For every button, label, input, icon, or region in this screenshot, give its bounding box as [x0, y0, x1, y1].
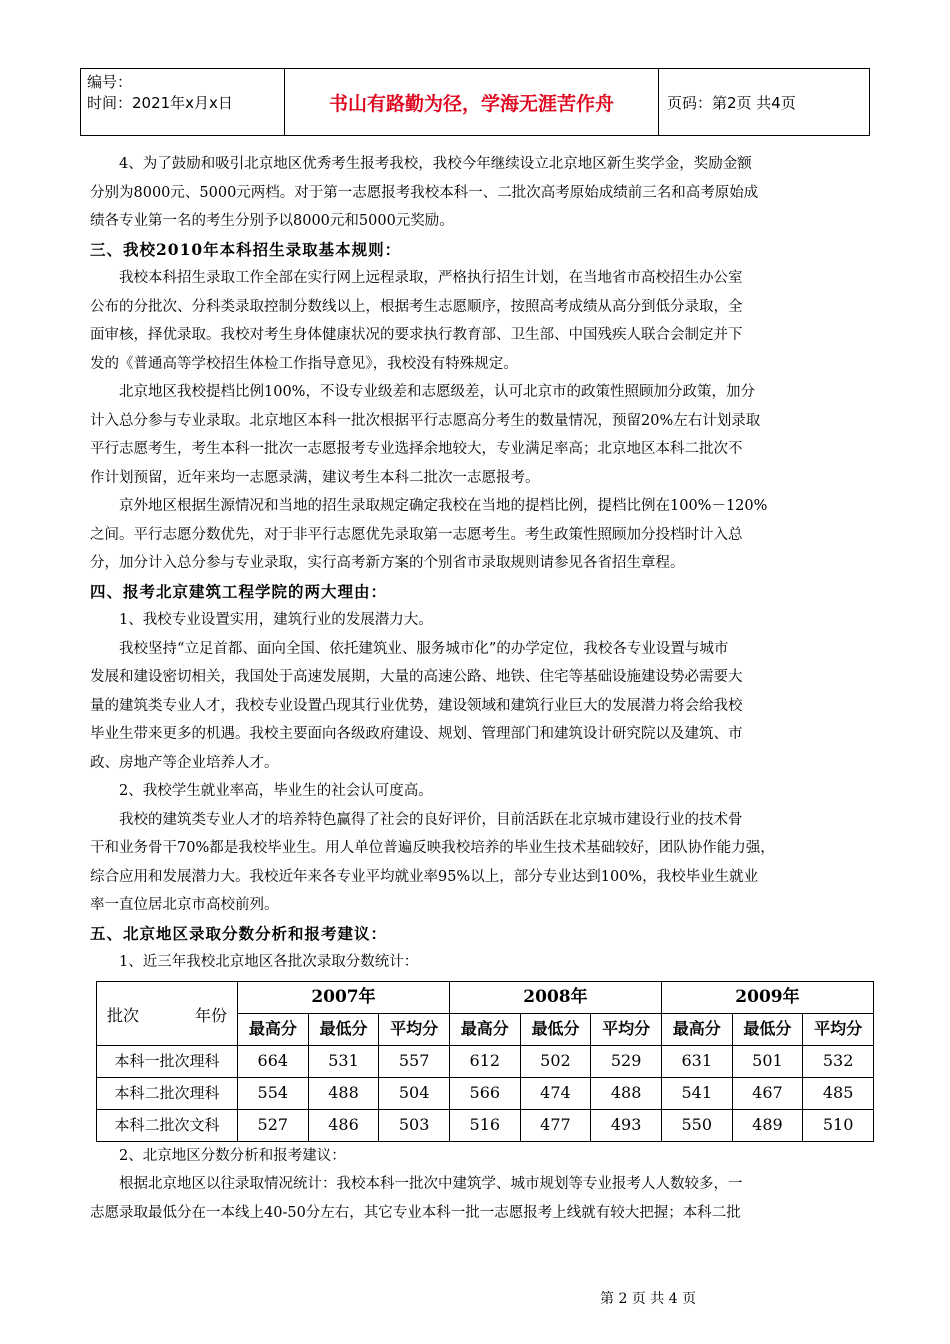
table-cell: 485: [803, 1077, 874, 1109]
section-5-item-1: 1、近三年我校北京地区各批次录取分数统计：: [119, 954, 419, 970]
table-cell: 531: [308, 1045, 379, 1077]
row-label: 本科一批次理科: [97, 1045, 238, 1077]
section-4-item-1: 1、我校专业设置实用，建筑行业的发展潜力大。: [119, 612, 433, 628]
table-cell: 488: [308, 1077, 379, 1109]
table-cell: 501: [732, 1045, 803, 1077]
table-cell: 566: [449, 1077, 520, 1109]
table-row: [97, 1045, 874, 1077]
table-cell: 467: [732, 1077, 803, 1109]
text-line: 公布的分批次、分科类录取控制分数线以上，根据考生志愿顺序，按照高考成绩从高分到低分录取，全: [90, 298, 743, 315]
sub-header: 最低分: [732, 1013, 803, 1045]
table-cell: 527: [238, 1109, 309, 1141]
page-footer: 第 2 页 共 4 页: [600, 1291, 697, 1307]
table-row: [97, 1077, 874, 1109]
text-line: 京外地区根据生源情况和当地的招生录取规定确定我校在当地的提档比例，提档比例在100%－120%: [119, 498, 768, 514]
header-meta: [81, 69, 285, 135]
text-line: 平行志愿考生，考生本科一批次一志愿报考专业选择余地较大，专业满足率高；北京地区本科二批次不: [90, 441, 743, 457]
section-4-paragraph-2: [90, 806, 870, 920]
text-line: 作计划预留，近年来均一志愿录满，建议考生本科二批次一志愿报考。: [90, 469, 540, 486]
text-line: 毕业生带来更多的机遇。我校主要面向各级政府建设、规划、管理部门和建筑设计研究院以及建筑、市: [90, 726, 743, 742]
table-cell: 486: [308, 1109, 379, 1141]
text-line: 干和业务骨干70%都是我校毕业生。用人单位普遍反映我校培养的毕业生技术基础较好，团队协作能力强，: [90, 840, 775, 856]
document-time-label: 时间：2021年x月x日: [87, 94, 233, 112]
corner-label-year: 年份: [194, 1005, 227, 1025]
table-cell: 516: [449, 1109, 520, 1141]
text-line: 绩各专业第一名的考生分别予以8000元和5000元奖励。: [90, 213, 454, 229]
table-cell: 477: [520, 1109, 591, 1141]
text-line: 根据北京地区以往录取情况统计：我校本科一批次中建筑学、城市规划等专业报考人人数较多，一: [119, 1176, 743, 1192]
text-line: 率一直位居北京市高校前列。: [90, 897, 279, 913]
text-line: 发展和建设密切相关，我国处于高速发展期，大量的高速公路、地铁、住宅等基础设施建设势必需要大: [90, 669, 743, 685]
year-header: 2008年: [449, 981, 661, 1013]
table-cell: 488: [591, 1077, 662, 1109]
table-cell: 504: [379, 1077, 450, 1109]
table-cell: 502: [520, 1045, 591, 1077]
text-line: 我校坚持“立足首都、面向全国、依托建筑业、服务城市化”的办学定位，我校各专业设置与城市: [119, 640, 729, 657]
year-header: 2007年: [238, 981, 450, 1013]
text-line: 志愿录取最低分在一本线上40-50分左右，其它专业本科一批一志愿报考上线就有较大把握；本科二批: [90, 1204, 741, 1221]
page-body: [90, 150, 870, 1227]
section-heading-4: 四、报考北京建筑工程学院的两大理由：: [90, 581, 388, 601]
table-cell: 612: [449, 1045, 520, 1077]
header-slogan: 书山有路勤为径，学海无涯苦作舟: [285, 69, 659, 135]
table-cell: 557: [379, 1045, 450, 1077]
section-5-item-2: 2、北京地区分数分析和报考建议：: [119, 1147, 346, 1164]
corner-label-batch: 批次: [107, 1005, 140, 1025]
text-line: 分别为8000元、5000元两档。对于第一志愿报考我校本科一、二批次高考原始成绩前三名和高考原始成: [90, 184, 759, 201]
table-corner-cell: [97, 981, 238, 1045]
text-line: 量的建筑类专业人才，我校专业设置凸现其行业优势，建设领域和建筑行业巨大的发展潜力将会给我校: [90, 697, 743, 714]
sub-header: 平均分: [803, 1013, 874, 1045]
sub-header: 平均分: [379, 1013, 450, 1045]
table-cell: 664: [238, 1045, 309, 1077]
text-line: 分，加分计入总分参与专业录取，实行高考新方案的个别省市录取规则请参见各省招生章程。: [90, 555, 685, 571]
text-line: 4、为了鼓励和吸引北京地区优秀考生报考我校，我校今年继续设立北京地区新生奖学金，奖励金额: [119, 156, 752, 172]
section-heading-5: 五、北京地区录取分数分析和报考建议：: [90, 923, 388, 943]
row-label: 本科二批次理科: [97, 1077, 238, 1109]
row-label: 本科二批次文科: [97, 1109, 238, 1141]
table-cell: 631: [661, 1045, 732, 1077]
table-cell: 493: [591, 1109, 662, 1141]
year-header: 2009年: [661, 981, 873, 1013]
section-5-paragraph-1: [90, 1170, 870, 1227]
table-cell: 550: [661, 1109, 732, 1141]
table-cell: 510: [803, 1109, 874, 1141]
text-line: 我校本科招生录取工作全部在实行网上远程录取，严格执行招生计划，在当地省市高校招生办公室: [119, 270, 743, 286]
sub-header: 最低分: [520, 1013, 591, 1045]
text-line: 之间。平行志愿分数优先，对于非平行志愿优先录取第一志愿考生。考生政策性照顾加分投档时计入总: [90, 526, 743, 543]
table-cell: 503: [379, 1109, 450, 1141]
paragraph-scholarship-cont: [90, 179, 870, 236]
table-cell: 532: [803, 1045, 874, 1077]
text-line: 面审核，择优录取。我校对考生身体健康状况的要求执行教育部、卫生部、中国残疾人联合会制定并下: [90, 327, 743, 343]
table-row: [97, 1109, 874, 1141]
section-4-item-2: 2、我校学生就业率高，毕业生的社会认可度高。: [119, 783, 433, 799]
sub-header: 最高分: [661, 1013, 732, 1045]
section-3-paragraph-1: [90, 264, 870, 378]
table-cell: 474: [520, 1077, 591, 1109]
section-4-paragraph-1: [90, 635, 870, 778]
text-line: 北京地区我校提档比例100%，不设专业级差和志愿级差，认可北京市的政策性照顾加分政策，加分: [119, 384, 755, 400]
section-3-paragraph-2: [90, 378, 870, 492]
text-line: 发的《普通高等学校招生体检工作指导意见》，我校没有特殊规定。: [90, 355, 518, 372]
document-number-label: 编号：: [87, 73, 133, 91]
table-cell: 529: [591, 1045, 662, 1077]
sub-header: 最高分: [449, 1013, 520, 1045]
text-line: 我校的建筑类专业人才的培养特色赢得了社会的良好评价，目前活跃在北京城市建设行业的技术骨: [119, 811, 743, 828]
sub-header: 最低分: [308, 1013, 379, 1045]
header-page-info: 页码：第2页 共4页: [667, 93, 796, 112]
table-cell: 541: [661, 1077, 732, 1109]
text-line: 计入总分参与专业录取。北京地区本科一批次根据平行志愿高分考生的数量情况，预留20%左右计划录取: [90, 412, 761, 429]
admission-score-table: [96, 981, 874, 1142]
page-header: [80, 68, 870, 136]
section-heading-3: 三、我校2010年本科招生录取基本规则：: [90, 239, 402, 259]
table-cell: 554: [238, 1077, 309, 1109]
text-line: 政、房地产等企业培养人才。: [90, 754, 279, 771]
sub-header: 平均分: [591, 1013, 662, 1045]
table-cell: 489: [732, 1109, 803, 1141]
text-line: 综合应用和发展潜力大。我校近年来各专业平均就业率95%以上，部分专业达到100%，我校毕业生就业: [90, 868, 759, 885]
paragraph-scholarship: [90, 150, 870, 179]
sub-header: 最高分: [238, 1013, 309, 1045]
section-3-paragraph-3: [90, 492, 870, 578]
